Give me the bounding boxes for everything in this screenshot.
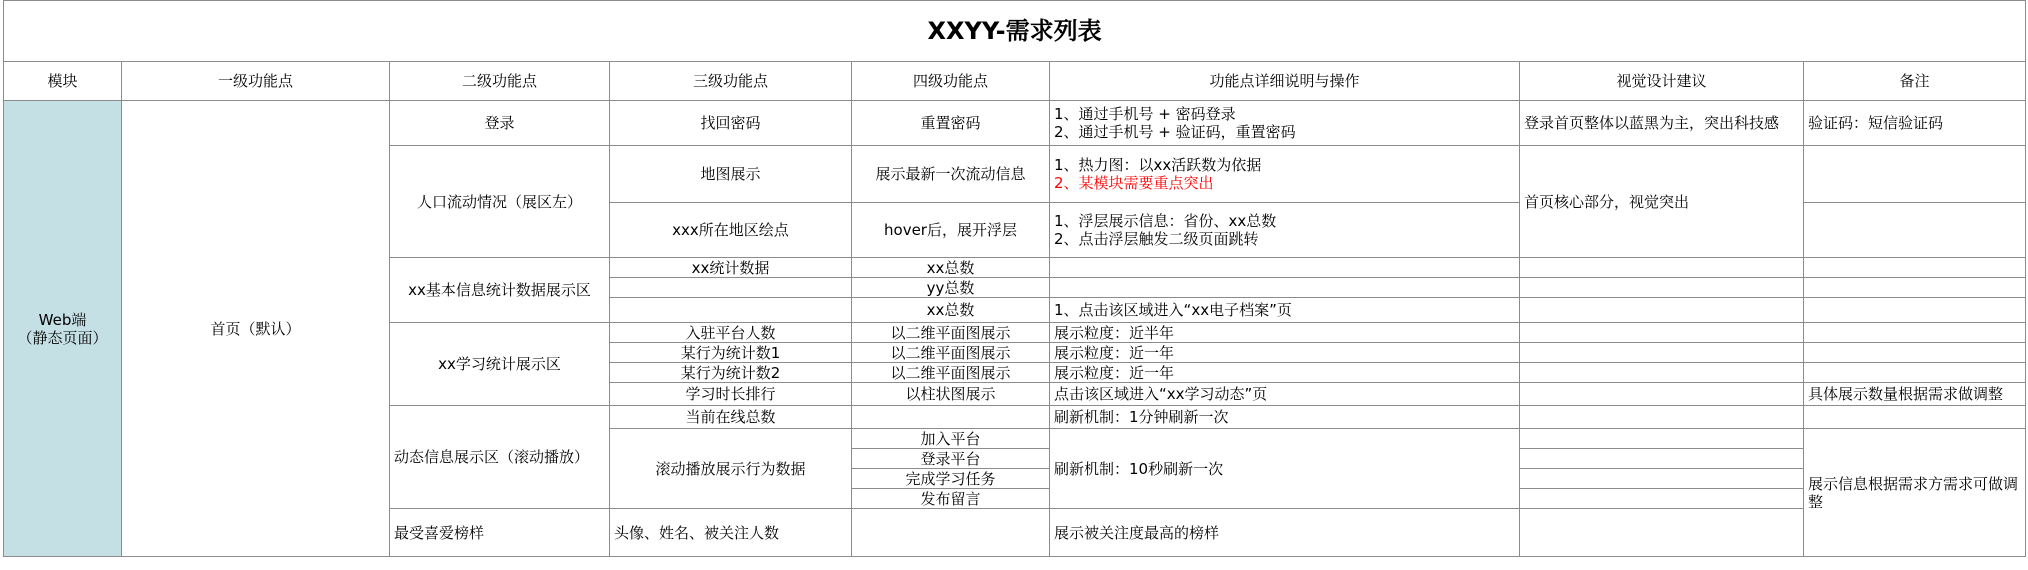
login-l2[interactable]: 登录: [390, 101, 610, 146]
learn-r2-detail[interactable]: 展示粒度：近一年: [1050, 343, 1520, 363]
empty-cell[interactable]: [1520, 343, 1804, 363]
flow-l2[interactable]: 人口流动情况（展区左）: [390, 146, 610, 258]
learn-r4-l4[interactable]: 以柱状图展示: [852, 383, 1050, 406]
login-detail[interactable]: [1050, 101, 1520, 146]
scroll-detail[interactable]: 刷新机制：10秒刷新一次: [1050, 429, 1520, 509]
header-cell[interactable]: 一级功能点: [122, 62, 390, 101]
header-row: [4, 62, 2026, 101]
scroll-item-4[interactable]: 发布留言: [852, 489, 1050, 509]
login-detail-2: 2、通过手机号 + 验证码，重置密码: [1054, 123, 1296, 141]
empty-cell[interactable]: [852, 406, 1050, 429]
favorite-l2[interactable]: 最受喜爱榜样: [390, 509, 610, 557]
empty-cell[interactable]: [1804, 146, 2026, 203]
empty-cell[interactable]: [1804, 298, 2026, 323]
scroll-l3[interactable]: 滚动播放展示行为数据: [610, 429, 852, 509]
page-title: XXYY-需求列表: [4, 1, 2026, 62]
empty-cell[interactable]: [610, 278, 852, 298]
learn-r1-l4[interactable]: 以二维平面图展示: [852, 323, 1050, 343]
area-detail-2: 2、点击浮层触发二级页面跳转: [1054, 230, 1259, 248]
empty-cell[interactable]: [1520, 363, 1804, 383]
empty-cell[interactable]: [1520, 489, 1804, 509]
basic-r2-l4[interactable]: yy总数: [852, 278, 1050, 298]
area-detail[interactable]: [1050, 203, 1520, 258]
login-detail-1: 1、通过手机号 + 密码登录: [1054, 105, 1236, 123]
empty-cell[interactable]: [1804, 258, 2026, 278]
basic-r1-l3[interactable]: xx统计数据: [610, 258, 852, 278]
header-cell[interactable]: 备注: [1804, 62, 2026, 101]
learn-r3-l3[interactable]: 某行为统计数2: [610, 363, 852, 383]
dynamic-r1-detail[interactable]: 刷新机制：1分钟刷新一次: [1050, 406, 1520, 429]
empty-cell[interactable]: [1050, 258, 1520, 278]
module-cell[interactable]: [4, 101, 122, 557]
level1-cell[interactable]: 首页（默认）: [122, 101, 390, 557]
header-cell[interactable]: 模块: [4, 62, 122, 101]
learn-r2-l4[interactable]: 以二维平面图展示: [852, 343, 1050, 363]
module-subtitle: （静态页面）: [17, 328, 108, 347]
empty-cell[interactable]: [1520, 258, 1804, 278]
empty-cell[interactable]: [1520, 449, 1804, 469]
login-visual[interactable]: 登录首页整体以蓝黑为主，突出科技感: [1520, 101, 1804, 146]
favorite-l3[interactable]: 头像、姓名、被关注人数: [610, 509, 852, 557]
favorite-detail[interactable]: 展示被关注度最高的榜样: [1050, 509, 1520, 557]
area-l4[interactable]: hover后，展开浮层: [852, 203, 1050, 258]
basic-r3-l4[interactable]: xx总数: [852, 298, 1050, 323]
map-l3[interactable]: 地图展示: [610, 146, 852, 203]
empty-cell[interactable]: [1520, 383, 1804, 406]
learn-l2[interactable]: xx学习统计展示区: [390, 323, 610, 406]
empty-cell[interactable]: [1520, 429, 1804, 449]
empty-cell[interactable]: [610, 298, 852, 323]
header-cell[interactable]: 二级功能点: [390, 62, 610, 101]
flow-visual[interactable]: 首页核心部分，视觉突出: [1520, 146, 1804, 258]
empty-cell[interactable]: [1804, 278, 2026, 298]
learn-r2-l3[interactable]: 某行为统计数1: [610, 343, 852, 363]
scroll-item-1[interactable]: 加入平台: [852, 429, 1050, 449]
learn-r1-detail[interactable]: 展示粒度：近半年: [1050, 323, 1520, 343]
table-row: [4, 101, 2026, 146]
header-cell[interactable]: 功能点详细说明与操作: [1050, 62, 1520, 101]
learn-r3-detail[interactable]: 展示粒度：近一年: [1050, 363, 1520, 383]
header-cell[interactable]: 三级功能点: [610, 62, 852, 101]
learn-r4-detail[interactable]: 点击该区域进入“xx学习动态”页: [1050, 383, 1520, 406]
basic-r1-l4[interactable]: xx总数: [852, 258, 1050, 278]
learn-r4-l3[interactable]: 学习时长排行: [610, 383, 852, 406]
requirements-table: [3, 0, 2026, 557]
learn-r1-l3[interactable]: 入驻平台人数: [610, 323, 852, 343]
empty-cell[interactable]: [1804, 363, 2026, 383]
login-note[interactable]: 验证码：短信验证码: [1804, 101, 2026, 146]
empty-cell[interactable]: [1520, 469, 1804, 489]
empty-cell[interactable]: [1520, 509, 1804, 557]
dynamic-r1-l3[interactable]: 当前在线总数: [610, 406, 852, 429]
empty-cell[interactable]: [1520, 278, 1804, 298]
empty-cell[interactable]: [1520, 323, 1804, 343]
empty-cell[interactable]: [1520, 406, 1804, 429]
learn-r3-l4[interactable]: 以二维平面图展示: [852, 363, 1050, 383]
empty-cell[interactable]: [1804, 203, 2026, 258]
dynamic-l2[interactable]: 动态信息展示区（滚动播放）: [390, 406, 610, 509]
login-l4[interactable]: 重置密码: [852, 101, 1050, 146]
basic-l2[interactable]: xx基本信息统计数据展示区: [390, 258, 610, 323]
login-l3[interactable]: 找回密码: [610, 101, 852, 146]
header-cell[interactable]: 视觉设计建议: [1520, 62, 1804, 101]
dynamic-note[interactable]: 展示信息根据需求方需求可做调整: [1804, 429, 2026, 557]
map-l4[interactable]: 展示最新一次流动信息: [852, 146, 1050, 203]
scroll-item-3[interactable]: 完成学习任务: [852, 469, 1050, 489]
module-name: Web端: [38, 310, 87, 329]
empty-cell[interactable]: [1804, 323, 2026, 343]
empty-cell[interactable]: [1520, 298, 1804, 323]
area-l3[interactable]: xxx所在地区绘点: [610, 203, 852, 258]
empty-cell[interactable]: [1050, 278, 1520, 298]
empty-cell[interactable]: [1804, 343, 2026, 363]
map-detail-2: 2、某模块需要重点突出: [1054, 174, 1214, 192]
map-detail[interactable]: [1050, 146, 1520, 203]
learn-r4-note[interactable]: 具体展示数量根据需求做调整: [1804, 383, 2026, 406]
empty-cell[interactable]: [1804, 406, 2026, 429]
empty-cell[interactable]: [852, 509, 1050, 557]
header-cell[interactable]: 四级功能点: [852, 62, 1050, 101]
map-detail-1: 1、热力图：以xx活跃数为依据: [1054, 156, 1262, 174]
scroll-item-2[interactable]: 登录平台: [852, 449, 1050, 469]
area-detail-1: 1、浮层展示信息：省份、xx总数: [1054, 212, 1277, 230]
basic-r3-detail[interactable]: 1、点击该区域进入“xx电子档案”页: [1050, 298, 1520, 323]
